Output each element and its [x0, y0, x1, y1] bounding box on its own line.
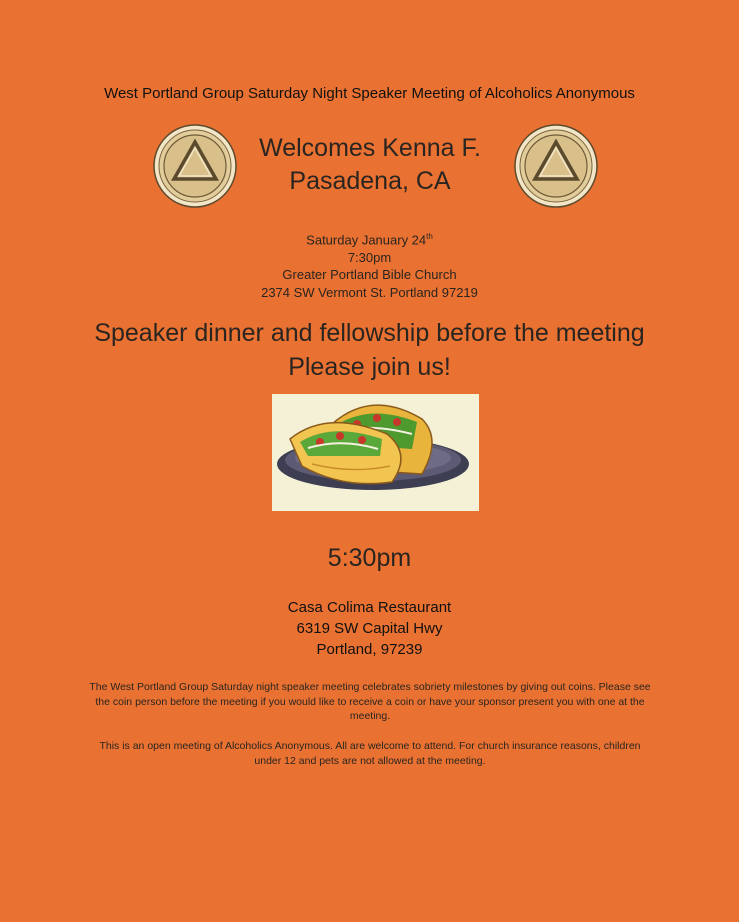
speaker-welcome — [200, 132, 540, 198]
tacos-image — [272, 394, 479, 511]
restaurant-info — [0, 597, 739, 660]
dinner-time: 5:30pm — [327, 544, 412, 572]
dinner-heading: Speaker dinner and fellowship before the meeting — [94, 319, 645, 347]
restaurant-name: Casa Colima Restaurant — [287, 599, 452, 616]
restaurant-street: 6319 SW Capital Hwy — [296, 620, 443, 637]
open-meeting-note: This is an open meeting of Alcoholics Anonymous. All are welcome to attend. For church insurance reasons, children under 12 and pets are not allowed at the meeting. — [99, 740, 641, 767]
meeting-time: 7:30pm — [347, 249, 392, 265]
flyer-title: West Portland Group Saturday Night Speaker Meeting of Alcoholics Anonymous — [104, 85, 635, 102]
coins-note: The West Portland Group Saturday night speaker meeting celebrates sobriety milestones by giving out coins. Please see the coin person before the meeting if you would like to receive a coin or have your sponsor present you with one at the meeting. — [89, 681, 651, 722]
dinner-invite: Please join us! — [288, 353, 451, 381]
meeting-details — [0, 228, 739, 301]
speaker-location: Pasadena, CA — [289, 167, 451, 195]
speaker-name: Welcomes Kenna F. — [259, 134, 481, 162]
meeting-venue: Greater Portland Bible Church — [282, 267, 457, 283]
restaurant-city: Portland, 97239 — [316, 641, 423, 658]
dinner-invitation — [0, 316, 739, 384]
meeting-date: Saturday January 24th — [306, 232, 433, 248]
meeting-address: 2374 SW Vermont St. Portland 97219 — [261, 284, 478, 300]
